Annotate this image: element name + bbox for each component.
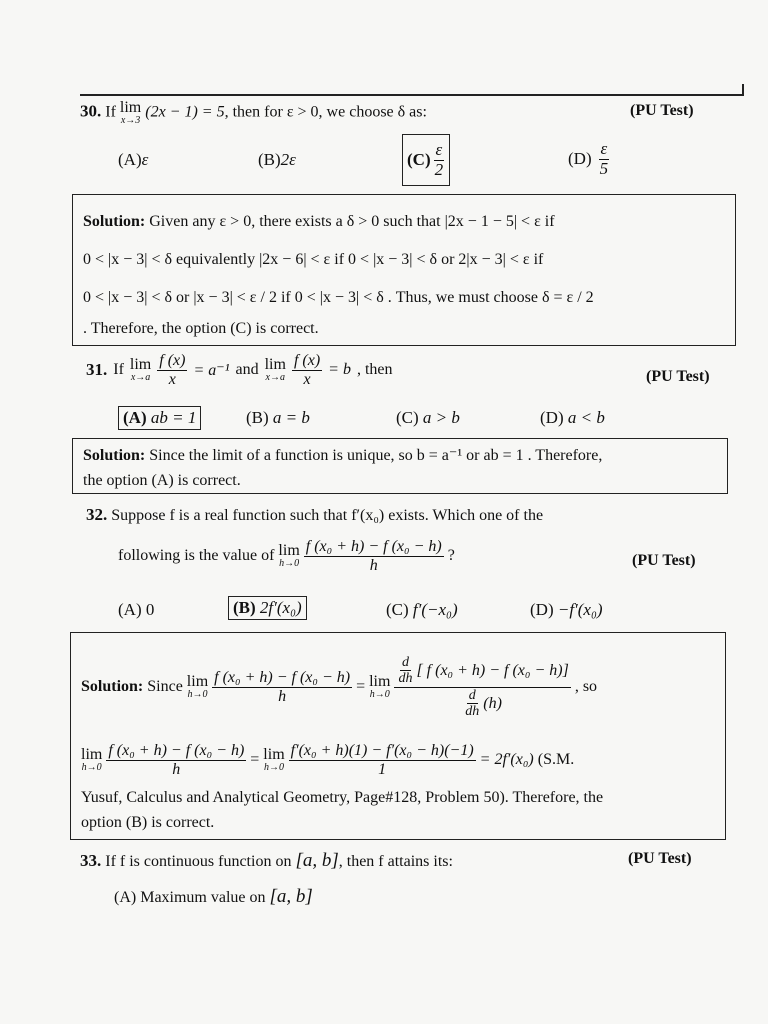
option-a[interactable]: (A) 0 bbox=[118, 600, 155, 619]
question-number: 31. bbox=[86, 360, 108, 380]
solution-label: Solution: bbox=[81, 678, 144, 695]
solution-label: Solution: bbox=[83, 447, 146, 464]
option-b-correct[interactable]: (B) 2f′(x₀) bbox=[228, 596, 307, 620]
solution-box-30: Solution: Given any ε > 0, there exists a δ > 0 such that |2x − 1 − 5| < ε if 0 < |x − 3| < δ equivalently |2x − 6| < ε if 0 < |x − 3| < δ or 2|x − 3| < ε if 0 < |x − 3| < δ or |x − 3| < ε / 2 if 0 < |x − 3| < δ . Thus, we must choose δ = ε / 2 . Therefore, the option (C) is correct. bbox=[72, 194, 736, 346]
question-number: 32. bbox=[86, 505, 108, 524]
question-32-line2: following is the value of lim h→0 $\frac{\text{f (x₀ + h) − f (x₀ − h)}}{h}$ ? bbox=[118, 538, 455, 574]
option-c[interactable]: (C) a > b bbox=[396, 408, 460, 427]
question-31: 31. If lim x→a $\frac{f (x)}{x}$ = a⁻¹ and lim x→a $\frac{f (x)}{x}$ = b , then bbox=[86, 352, 393, 388]
question-30 bbox=[80, 100, 427, 126]
expression: (2x − 1) = 5 bbox=[145, 103, 225, 121]
solution-label: Solution: bbox=[83, 213, 146, 230]
option-c-correct[interactable]: (C) $\frac{\varepsilon}{2}$ bbox=[402, 134, 450, 186]
solution-box-31: Solution: Since the limit of a function is unique, so b = a⁻¹ or ab = 1 . Therefore, the option (A) is correct. bbox=[72, 438, 728, 494]
question-32: 32. Suppose f is a real function such that f′(x₀) exists. Which one of the bbox=[86, 505, 544, 524]
source-tag: (PU Test) bbox=[632, 552, 696, 569]
solution-box-32: Solution: Since lim h→0 $\frac{\text{f (x₀ + h) − f (x₀ − h)}}{h}$ = lim h→0 $\frac{d}{dh}$ [ f (x₀ + h) − f (x₀ − h)] $\frac{d}{dh}$ (h) , so lim h→0 $\frac{\text{f (x₀ + h) − f (x₀ − h)}}{h}$ = lim h→0 $\frac{\text{f′(x₀ + h)(1) − f′(x₀ − h)(−1)}}{1}$ = 2f′(x₀) (S.M. Yusuf, Calculus and Analytical Geometry, Page#128, Problem 50). Therefore, the option (B) is correct. bbox=[70, 632, 726, 840]
option-d[interactable]: (D) $\frac{\varepsilon}{5}$ bbox=[568, 139, 609, 178]
option-a[interactable]: (A)ε bbox=[118, 150, 149, 169]
question-rest: , then for ε > 0, we choose δ as: bbox=[224, 103, 427, 121]
option-d[interactable]: (D) a < b bbox=[540, 408, 605, 427]
source-tag: (PU Test) bbox=[630, 102, 694, 119]
question-number: 33. bbox=[80, 851, 102, 870]
derivative-fraction: $\frac{d}{dh}$ [ f (x₀ + h) − f (x₀ − h)] $\frac{d}{dh}$ (h) bbox=[394, 655, 570, 720]
option-b[interactable]: (B)2ε bbox=[258, 150, 296, 169]
top-rule bbox=[80, 94, 744, 96]
option-c[interactable]: (C) f′(−x₀) bbox=[386, 600, 458, 619]
limit: lim x→3 bbox=[119, 99, 142, 126]
question-33: 33. If f is continuous function on [a, b], then f attains its: bbox=[80, 850, 453, 871]
option-b[interactable]: (B) a = b bbox=[246, 408, 310, 427]
source-tag: (PU Test) bbox=[646, 368, 710, 385]
option-a-correct[interactable]: (A) ab = 1 bbox=[118, 406, 201, 430]
source-tag: (PU Test) bbox=[628, 850, 692, 867]
if-word: If bbox=[105, 103, 116, 121]
question-number: 30. bbox=[80, 101, 102, 121]
option-a[interactable]: (A) Maximum value on [a, b] bbox=[114, 886, 313, 907]
top-rule-tick bbox=[742, 84, 744, 96]
option-d[interactable]: (D) −f′(x₀) bbox=[530, 600, 603, 619]
